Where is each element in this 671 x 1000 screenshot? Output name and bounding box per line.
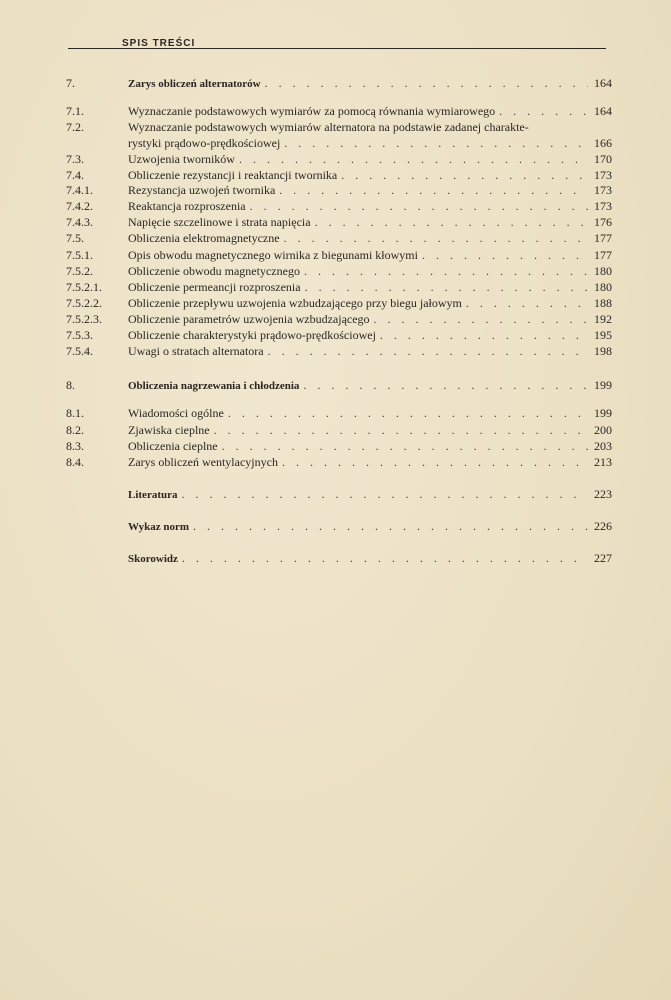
toc-entry-title: Opis obwodu magnetycznego wirnika z biegunami kłowymi (128, 248, 418, 262)
toc-entry-title-line (128, 248, 612, 262)
toc-entry-number: 7.4.3. (66, 215, 93, 229)
toc-entry-title-line (128, 136, 612, 150)
toc-entry-title: Obliczenie obwodu magnetycznego (128, 264, 300, 278)
toc-entry-page: 173 (594, 199, 612, 213)
toc-entry-title: Obliczenie przepływu uzwojenia wzbudzającego przy biegu jałowym (128, 296, 462, 310)
toc-entry-number: 7.5.4. (66, 344, 93, 358)
toc-entry-number: 7.4.2. (66, 199, 93, 213)
toc-entry-title: Zarys obliczeń alternatorów (128, 78, 261, 90)
leader-dots (279, 183, 588, 197)
leader-dots (284, 136, 588, 150)
toc-entry-page: 198 (594, 344, 612, 358)
toc-entry-title-line (128, 76, 612, 91)
leader-dots (222, 439, 588, 453)
toc-entry-page: 188 (594, 296, 612, 310)
toc-entry-title-line (128, 487, 612, 502)
toc-entry-number: 7.5.2. (66, 264, 93, 278)
toc-entry-title: Zarys obliczeń wentylacyjnych (128, 455, 278, 469)
toc-entry-page: 166 (594, 136, 612, 150)
leader-dots (282, 455, 588, 469)
toc-entry-title-line (128, 455, 612, 469)
toc-entry-title-line (128, 344, 612, 358)
toc-entry-number: 7. (66, 76, 75, 90)
toc-entry-page: 173 (594, 183, 612, 197)
toc-entry-title: Wykaz norm (128, 521, 190, 533)
toc-entry-title-line (128, 406, 612, 420)
toc-entry-title: rystyki prądowo-prędkościowej (128, 136, 281, 150)
toc-entry-page: 203 (594, 439, 612, 453)
toc-entry-page: 226 (594, 519, 612, 533)
leader-dots (499, 104, 588, 118)
toc-entry-title-line (128, 264, 612, 278)
toc-entry-title: Obliczenie permeancji rozproszenia (128, 280, 301, 294)
toc-entry-number: 7.5. (66, 231, 84, 245)
leader-dots (228, 406, 588, 420)
leader-dots (422, 248, 588, 262)
leader-dots (284, 231, 588, 245)
toc-entry-title-line (128, 551, 612, 566)
leader-dots (304, 264, 588, 278)
toc-entry-page: 180 (594, 280, 612, 294)
toc-entry-title: Rezystancja uzwojeń twornika (128, 183, 276, 197)
toc-entry-title-line (128, 120, 612, 134)
toc-entry-number: 7.5.2.3. (66, 312, 102, 326)
leader-dots (239, 152, 588, 166)
leader-dots (305, 280, 588, 294)
leader-dots (380, 328, 588, 342)
toc-entry-page: 199 (594, 378, 612, 392)
leader-dots (214, 423, 588, 437)
leader-dots (265, 76, 588, 90)
toc-entry-title-line (128, 168, 612, 182)
leader-dots (466, 296, 588, 310)
toc-entry-title: Obliczenia nagrzewania i chłodzenia (128, 380, 300, 392)
toc-entry-page: 170 (594, 152, 612, 166)
toc-entry-page: 180 (594, 264, 612, 278)
toc-entry-title: Obliczenia elektromagnetyczne (128, 231, 280, 245)
toc-entry-title-line (128, 519, 612, 534)
toc-entry-number: 7.4. (66, 168, 84, 182)
toc-entry-number: 7.3. (66, 152, 84, 166)
toc-entry-number: 8.2. (66, 423, 84, 437)
toc-entry-number: 8.4. (66, 455, 84, 469)
toc-entry-page: 177 (594, 248, 612, 262)
toc-entry-number: 7.4.1. (66, 183, 93, 197)
toc-entry-number: 8. (66, 378, 75, 392)
toc-entry-title-line (128, 439, 612, 453)
toc-entry-title: Wyznaczanie podstawowych wymiarów za pomocą równania wymiarowego (128, 104, 496, 118)
toc-entry-title: Uwagi o stratach alternatora (128, 344, 264, 358)
toc-entry-title: Obliczenia cieplne (128, 439, 218, 453)
toc-entry-page: 176 (594, 215, 612, 229)
toc-entry-title-line (128, 199, 612, 213)
toc-entry-title: Zjawiska cieplne (128, 423, 210, 437)
toc-entry-title-line (128, 215, 612, 229)
leader-dots (341, 168, 588, 182)
leader-dots (303, 378, 588, 392)
toc-entry-page: 199 (594, 406, 612, 420)
toc-entry-number: 8.3. (66, 439, 84, 453)
toc-entry-page: 173 (594, 168, 612, 182)
toc-entry-title: Obliczenie rezystancji i reaktancji twornika (128, 168, 338, 182)
toc-entry-title-line (128, 378, 612, 393)
leader-dots (250, 199, 588, 213)
toc-entry-title: Napięcie szczelinowe i strata napięcia (128, 215, 311, 229)
toc-entry-page: 164 (594, 76, 612, 90)
toc-entry-number: 7.5.3. (66, 328, 93, 342)
toc-entry-title: Wiadomości ogólne (128, 406, 224, 420)
toc-entry-page: 200 (594, 423, 612, 437)
toc-entry-title-line (128, 152, 612, 166)
leader-dots (268, 344, 588, 358)
leader-dots (182, 551, 588, 565)
toc-entry-title: Reaktancja rozproszenia (128, 199, 246, 213)
toc-entry-page: 227 (594, 551, 612, 565)
toc-entry-number: 7.1. (66, 104, 84, 118)
toc-entry-title: Obliczenie parametrów uzwojenia wzbudzającego (128, 312, 370, 326)
toc-entry-title-line (128, 312, 612, 326)
toc-entry-page: 195 (594, 328, 612, 342)
toc-entry-page: 192 (594, 312, 612, 326)
toc-entry-number: 8.1. (66, 406, 84, 420)
leader-dots (374, 312, 588, 326)
leader-dots (315, 215, 588, 229)
toc-entry-number: 7.5.2.1. (66, 280, 102, 294)
toc-entry-title-line (128, 231, 612, 245)
running-head: SPIS TREŚCI (122, 38, 196, 49)
toc-entry-title: Wyznaczanie podstawowych wymiarów alternatora na podstawie zadanej charakte- (128, 120, 529, 134)
toc-entry-title-line (128, 280, 612, 294)
leader-dots (181, 487, 588, 501)
leader-dots (193, 519, 588, 533)
toc-entry-title: Skorowidz (128, 553, 178, 565)
toc-entry-title-line (128, 183, 612, 197)
toc-entry-title: Literatura (128, 489, 178, 501)
toc-entry-page: 164 (594, 104, 612, 118)
toc-entry-page: 223 (594, 487, 612, 501)
toc-entry-title-line (128, 423, 612, 437)
toc-entry-page: 213 (594, 455, 612, 469)
toc-entry-title: Obliczenie charakterystyki prądowo-prędkościowej (128, 328, 376, 342)
toc-entry-number: 7.2. (66, 120, 84, 134)
toc-entry-title-line (128, 296, 612, 310)
toc-entry-title-line (128, 104, 612, 118)
toc-entry-number: 7.5.1. (66, 248, 93, 262)
toc-entry-title: Uzwojenia tworników (128, 152, 235, 166)
toc-entry-number: 7.5.2.2. (66, 296, 102, 310)
toc-entry-page: 177 (594, 231, 612, 245)
toc-entry-title-line (128, 328, 612, 342)
